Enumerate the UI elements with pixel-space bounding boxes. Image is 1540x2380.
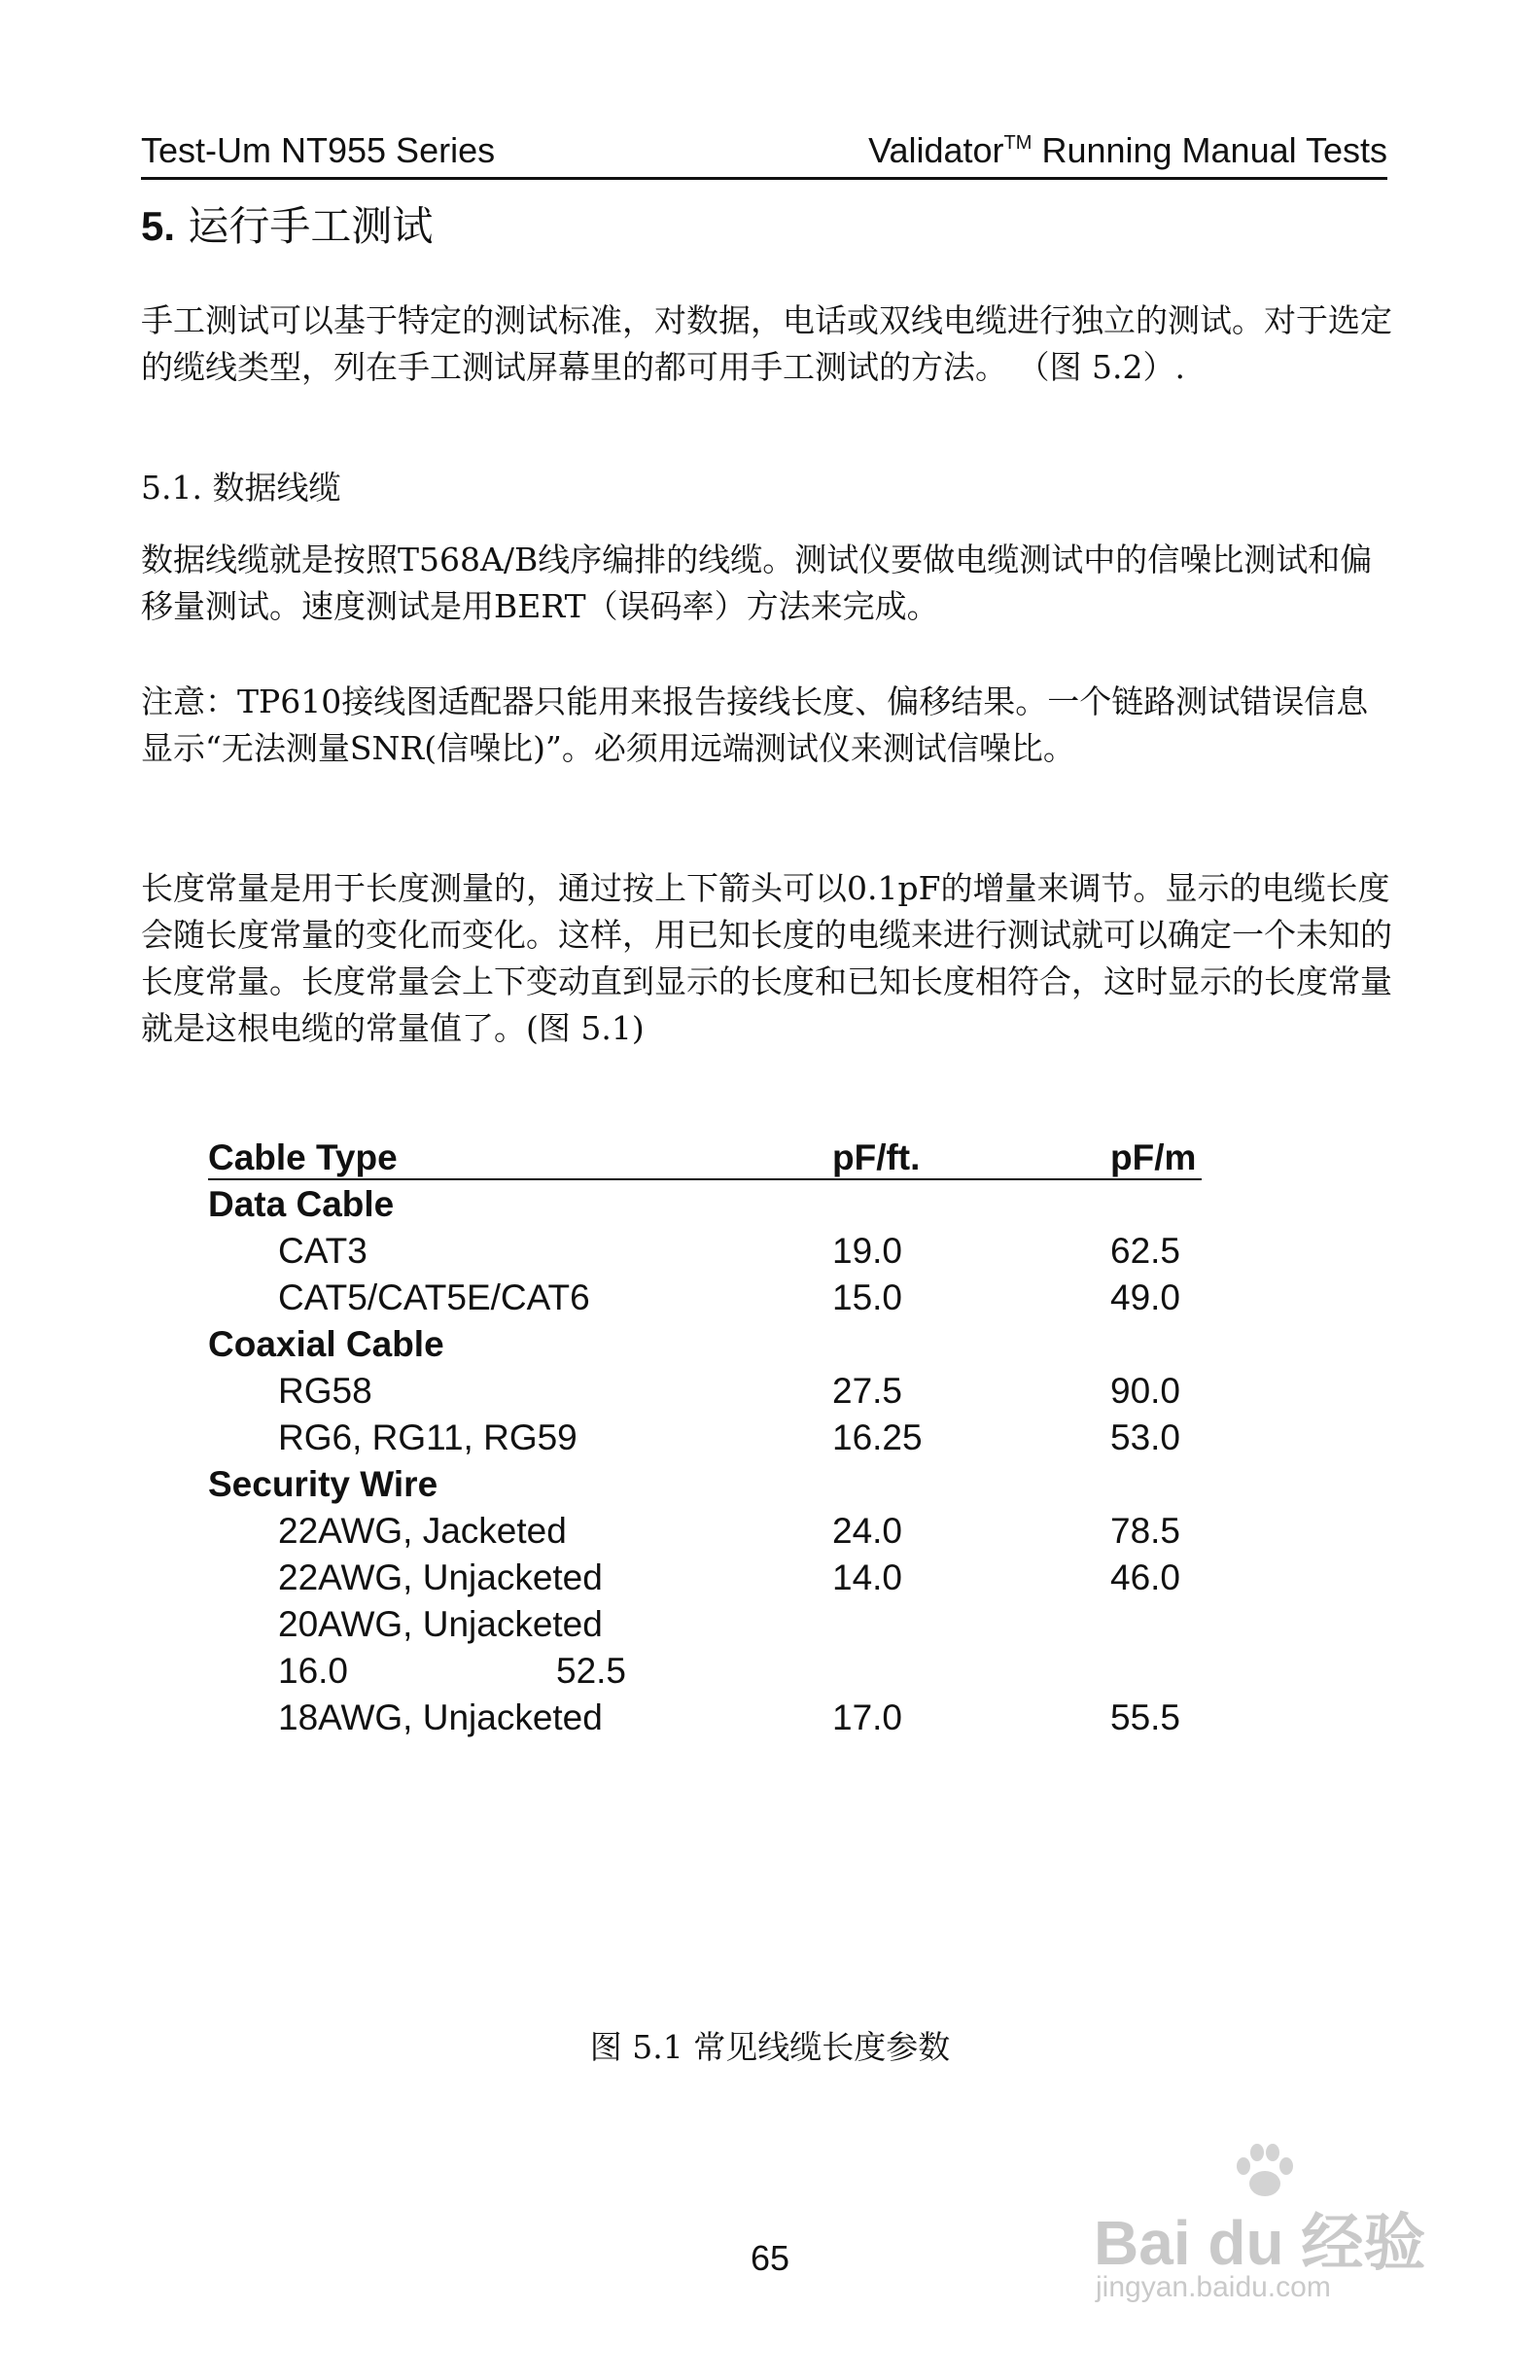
table-row (208, 1418, 1200, 1464)
pf-ft-value: 16.0 (278, 1651, 349, 1691)
pf-ft-value: 19.0 (832, 1231, 903, 1271)
table-row (208, 1558, 1200, 1604)
page-number: 65 (750, 2238, 790, 2278)
category-row (208, 1184, 1200, 1231)
category-data-cable: Data Cable (208, 1184, 395, 1224)
section-title: 5.1. 数据线缆 (141, 469, 341, 507)
header-pf-ft: pF/ft. (832, 1138, 921, 1177)
chapter-heading (141, 194, 433, 253)
cable-name: CAT5/CAT5E/CAT6 (278, 1278, 590, 1317)
cable-name: 18AWG, Unjacketed (278, 1698, 603, 1737)
category-row (208, 1464, 1200, 1511)
pf-m-value: 46.0 (1110, 1558, 1181, 1597)
table-header-row (208, 1138, 1200, 1184)
pf-ft-value: 24.0 (832, 1511, 903, 1551)
cable-name: 22AWG, Jacketed (278, 1511, 567, 1551)
table-row (208, 1604, 1200, 1651)
table-row (208, 1371, 1200, 1418)
chapter-number: 5. (141, 203, 176, 249)
pf-ft-value: 17.0 (832, 1698, 903, 1737)
table-row (208, 1511, 1200, 1558)
header-pf-m: pF/m (1110, 1138, 1197, 1177)
table-row (208, 1278, 1200, 1324)
table-row-wrapped-values (208, 1651, 1200, 1698)
header-product: Validator (868, 130, 1004, 170)
header-underline (208, 1178, 1202, 1180)
table-row (208, 1231, 1200, 1278)
paw-icon (1230, 2143, 1298, 2201)
pf-m-value: 90.0 (1110, 1371, 1181, 1411)
pf-m-value: 52.5 (556, 1651, 627, 1691)
data-cable-paragraph: 数据线缆就是按照T568A/B线序编排的线缆。测试仪要做电缆测试中的信噪比测试和偏移量测试。速度测试是用BERT（误码率）方法来完成。 (141, 541, 1373, 625)
pf-ft-value: 16.25 (832, 1418, 923, 1457)
category-row (208, 1324, 1200, 1371)
cable-name: RG6, RG11, RG59 (278, 1418, 578, 1457)
pf-ft-value: 14.0 (832, 1558, 903, 1597)
pf-m-value: 49.0 (1110, 1278, 1181, 1317)
pf-m-value: 53.0 (1110, 1418, 1181, 1457)
header-section: Running Manual Tests (1032, 130, 1387, 170)
page-header (141, 126, 1387, 180)
watermark-brand: Bai du 经验 (1094, 2208, 1426, 2278)
cable-name: RG58 (278, 1371, 372, 1411)
intro-paragraph: 手工测试可以基于特定的测试标准，对数据，电话或双线电缆进行独立的测试。对于选定的缆线类型，列在手工测试屏幕里的都可用手工测试的方法。 （图 5.2）. (141, 301, 1392, 386)
chapter-title: 运行手工测试 (188, 202, 434, 250)
pf-m-value: 62.5 (1110, 1231, 1181, 1271)
cable-name: 22AWG, Unjacketed (278, 1558, 603, 1597)
category-security-wire: Security Wire (208, 1464, 438, 1504)
header-cable-type: Cable Type (208, 1138, 398, 1177)
length-constant-paragraph: 长度常量是用于长度测量的，通过按上下箭头可以0.1pF的增量来调节。显示的电缆长度会随长度常量的变化而变化。这样，用已知长度的电缆来进行测试就可以确定一个未知的长度常量。长度常量会上下变动直到显示的长度和已知长度相符合，这时显示的长度常量就是这根电缆的常量值了。(图 5.1) (141, 869, 1392, 1047)
cable-name: 20AWG, Unjacketed (278, 1604, 603, 1644)
category-coaxial-cable: Coaxial Cable (208, 1324, 444, 1364)
watermark-url: jingyan.baidu.com (1096, 2271, 1331, 2303)
cable-name: CAT3 (278, 1231, 368, 1271)
pf-ft-value: 15.0 (832, 1278, 903, 1317)
trademark: TM (1003, 132, 1032, 154)
pf-m-value: 78.5 (1110, 1511, 1181, 1551)
header-left: Test-Um NT955 Series (141, 130, 496, 170)
pf-m-value: 55.5 (1110, 1698, 1181, 1737)
baidu-watermark (1084, 2149, 1434, 2314)
note-paragraph: 注意：TP610接线图适配器只能用来报告接线长度、偏移结果。一个链路测试错误信息显示“无法测量SNR(信噪比)”。必须用远端测试仪来测试信噪比。 (141, 682, 1369, 767)
header-right (868, 130, 1387, 171)
pf-ft-value: 27.5 (832, 1371, 903, 1411)
figure-caption: 图 5.1 常见线缆长度参数 (589, 2028, 951, 2066)
table-row (208, 1698, 1200, 1744)
cable-constant-table (208, 1138, 1200, 1744)
